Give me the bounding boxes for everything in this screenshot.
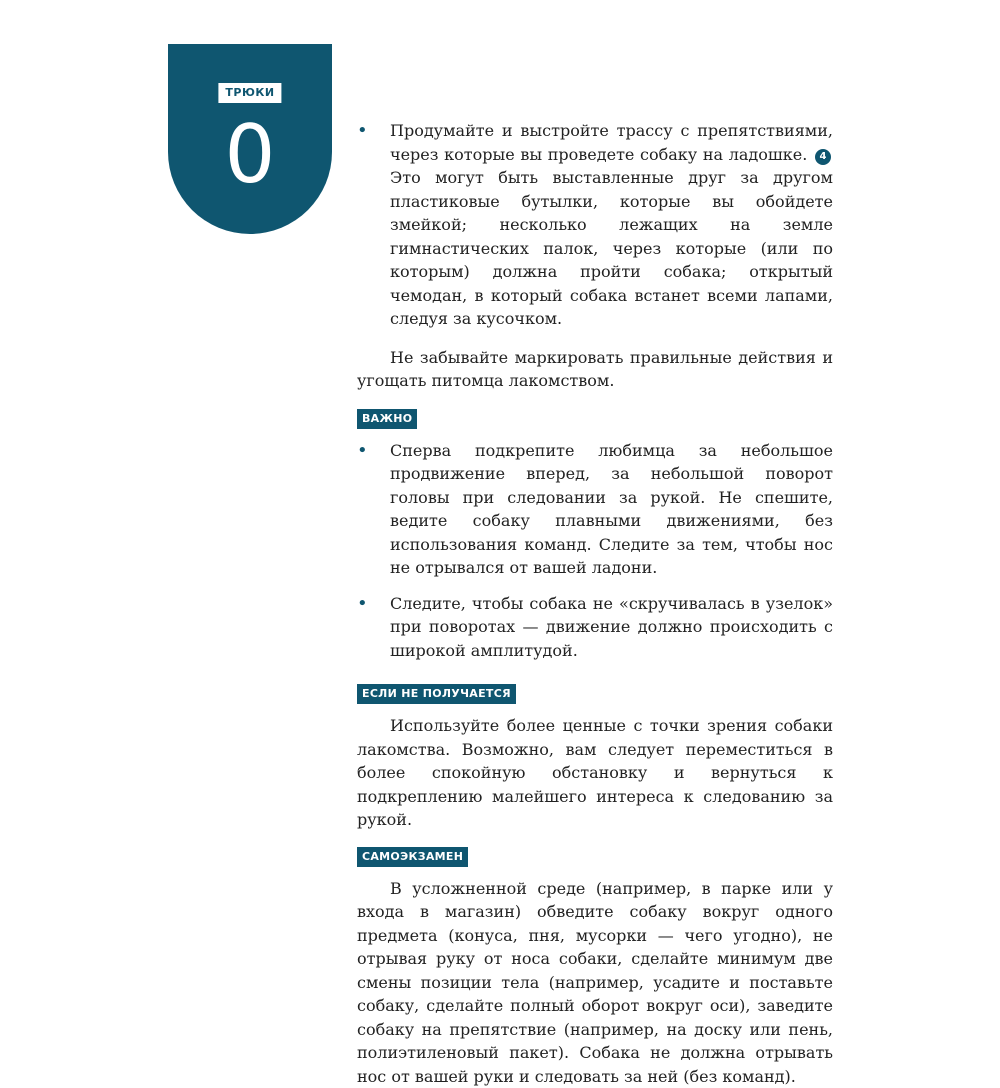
self-exam-section-heading: САМОЭКЗАМЕН — [357, 847, 468, 867]
bullet-dot-icon: • — [357, 119, 368, 143]
chapter-label: ТРЮКИ — [218, 83, 281, 103]
important-bullet — [357, 439, 833, 580]
chapter-number: 0 — [168, 110, 332, 200]
self-exam-section-heading-wrap — [357, 845, 833, 867]
troubleshooting-paragraph: Используйте более ценные с точки зрения собаки лакомства. Возможно, вам следует переместиться в более спокойную обстановку и вернуться к подкреплению малейшего интереса к следованию за рукой. — [357, 714, 833, 832]
bullet-dot-icon: • — [357, 439, 368, 463]
important-bullet-text: Сперва подкрепите любимца за небольшое продвижение вперед, за небольшой поворот головы при следовании за рукой. Не спешите, ведите собаку плавными движениями, без использования команд. Следите за тем, чтобы нос не отрывался от вашей ладони. — [390, 441, 833, 578]
important-section-heading: ВАЖНО — [357, 409, 417, 429]
intro-paragraph: Не забывайте маркировать правильные действия и угощать питомца лакомством. — [357, 346, 833, 393]
important-bullet-text: Следите, чтобы собака не «скручивалась в узелок» при поворотах — движение должно происходить с широкой амплитудой. — [390, 594, 833, 660]
bullet-dot-icon: • — [357, 592, 368, 616]
chapter-tab — [168, 44, 332, 234]
self-exam-paragraph: В усложненной среде (например, в парке или у входа в магазин) обведите собаку вокруг одного предмета (конуса, пня, мусорки — чего угодно), не отрывая руку от носа собаки, сделайте минимум две смены позиции тела (например, усадите и поставьте собаку, сделайте полный оборот вокруг оси), заведите собаку на препятствие (например, на доску или пень, полиэтиленовый пакет). Собака не должна отрывать нос от вашей руки и следовать за ней (без команд). — [357, 877, 833, 1088]
intro-bullet — [357, 119, 833, 331]
intro-bullet-text-start: Продумайте и выстройте трассу с препятствиями, через которые вы проведете собаку на ладошке. — [390, 121, 833, 164]
troubleshooting-section-heading-wrap — [357, 682, 833, 704]
figure-reference-badge: 4 — [815, 149, 831, 165]
page-content — [357, 119, 833, 1088]
troubleshooting-section-heading: ЕСЛИ НЕ ПОЛУЧАЕТСЯ — [357, 684, 516, 704]
important-section-heading-wrap — [357, 407, 833, 429]
intro-bullet-text-end: Это могут быть выставленные друг за другом пластиковые бутылки, которые вы обойдете змейкой; несколько лежащих на земле гимнастических палок, через которые (или по которым) должна пройти собака; открытый чемодан, в который собака встанет всеми лапами, следуя за кусочком. — [390, 168, 833, 328]
important-bullet — [357, 592, 833, 663]
